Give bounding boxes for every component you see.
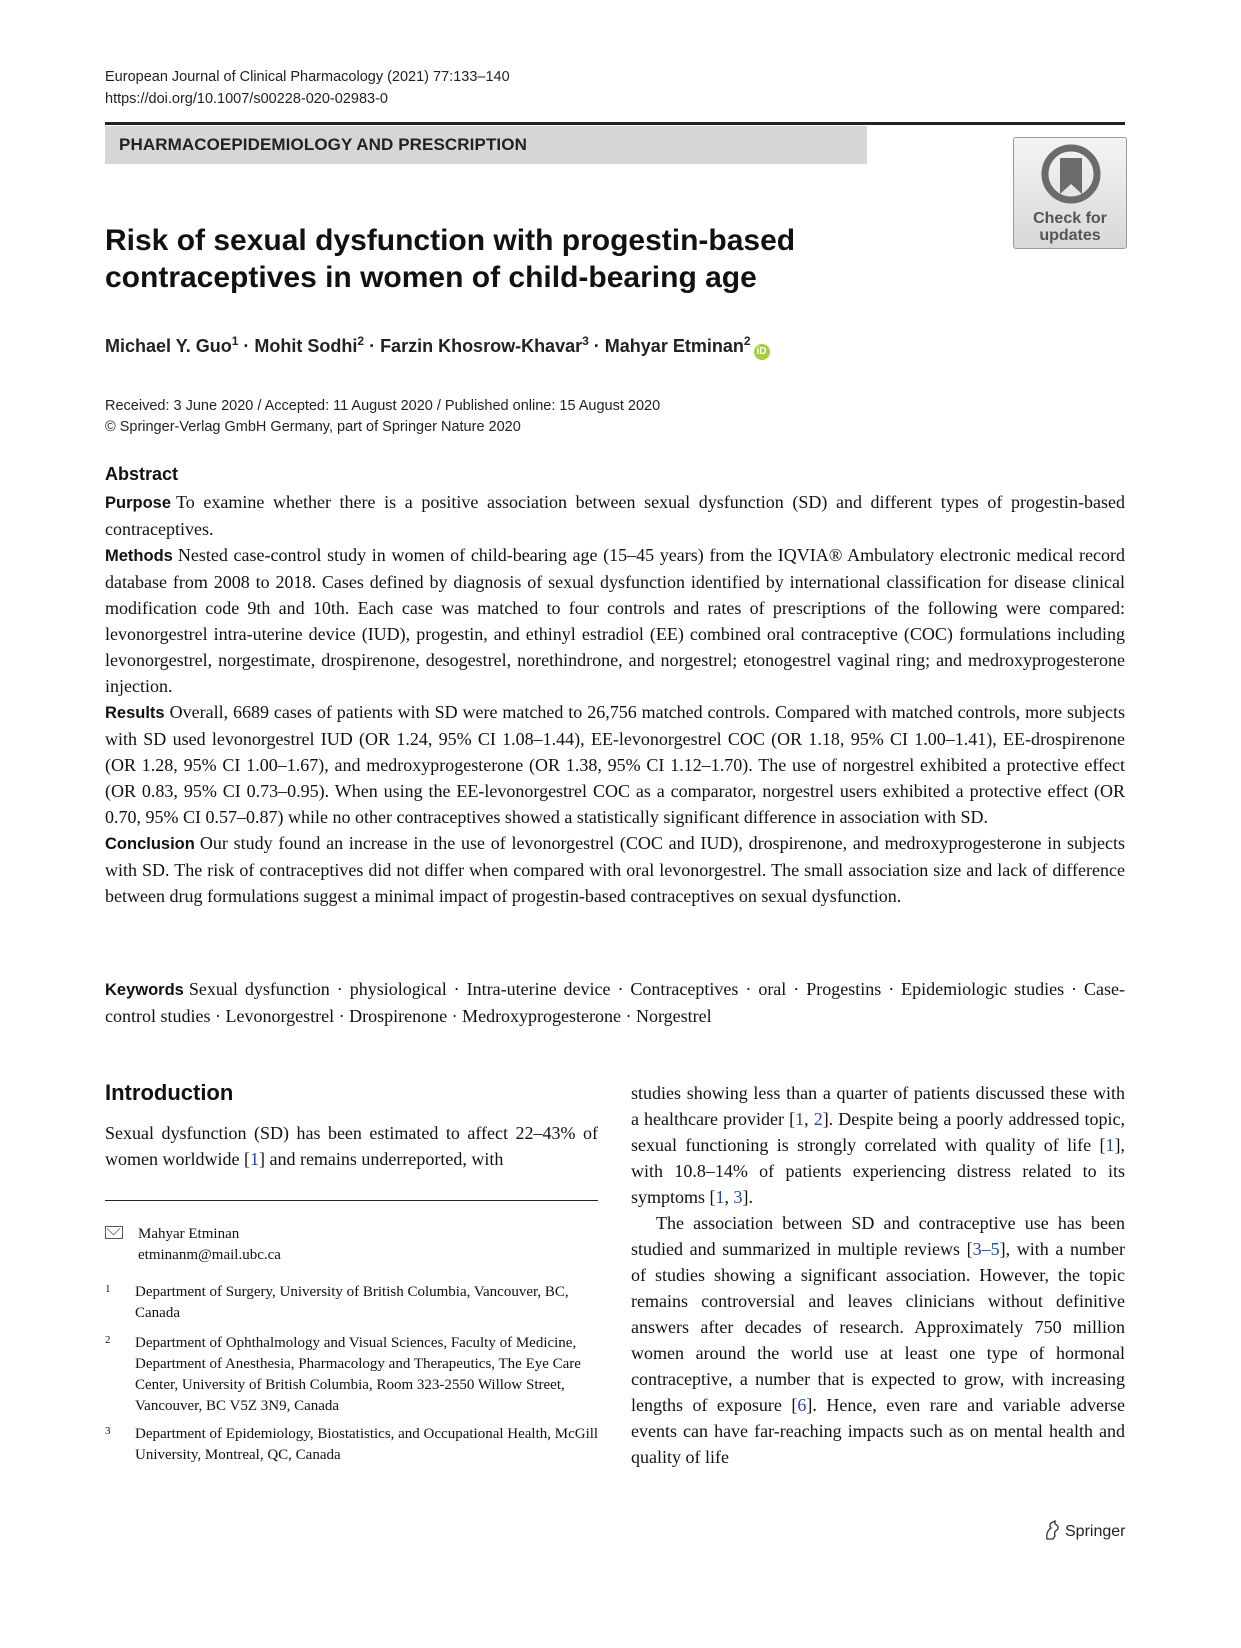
- abstract: [105, 464, 1125, 909]
- intro-right-column: [631, 1080, 1125, 1470]
- abstract-conclusion: [105, 830, 1125, 909]
- keywords-label: Keywords: [105, 981, 184, 999]
- author-name[interactable]: Mohit Sodhi: [254, 336, 358, 356]
- article-title: Risk of sexual dysfunction with progestin-based contraceptives in women of child-bearing age: [105, 224, 796, 294]
- citation-link[interactable]: 2: [813, 1109, 823, 1129]
- section-label: PHARMACOEPIDEMIOLOGY AND PRESCRIPTION: [119, 135, 527, 154]
- affiliation: [105, 1424, 605, 1466]
- affiliation-number: 2: [105, 1334, 111, 1346]
- header-rule: [105, 122, 1125, 125]
- text-run: ]. Despite being a poorly addressed topic, sexual functioning is strongly correlated with quality of life [: [631, 1109, 1126, 1155]
- crossmark-icon: [1041, 144, 1101, 204]
- author-name[interactable]: Farzin Khosrow-Khavar: [380, 336, 583, 356]
- text-run: The association between SD and contraceptive use has been studied and summarized in multiple reviews [: [631, 1213, 1125, 1259]
- badge-line-1: Check for: [1033, 210, 1107, 227]
- text-run: ] and remains underreported, with: [258, 1149, 504, 1169]
- author-list: [105, 334, 770, 360]
- author-separator: ·: [238, 336, 255, 356]
- citation-link[interactable]: 1: [795, 1109, 805, 1129]
- abstract-methods: [105, 542, 1125, 699]
- citation-link[interactable]: 3: [733, 1187, 743, 1207]
- citation-link[interactable]: 3–5: [972, 1239, 1000, 1259]
- citation-link[interactable]: 1: [715, 1187, 725, 1207]
- affiliation-text: Department of Epidemiology, Biostatistics, and Occupational Health, McGill University, Montreal, QC, Canada: [135, 1426, 599, 1463]
- journal-line: European Journal of Clinical Pharmacology (2021) 77:133–140: [105, 69, 510, 85]
- badge-line-2: updates: [1039, 227, 1101, 244]
- orcid-icon[interactable]: iD: [754, 344, 770, 360]
- abstract-purpose: [105, 489, 1125, 542]
- text-run: ], with 10.8–14% of patients experiencing distress related to its symptoms [: [631, 1135, 1125, 1207]
- abstract-heading: Abstract: [105, 464, 179, 484]
- intro-paragraph: [631, 1080, 1125, 1210]
- text-run: studies showing less than a quarter of patients discussed these with a healthcare provider [: [631, 1083, 1125, 1129]
- methods-label: Methods: [105, 547, 173, 565]
- correspondence-email[interactable]: etminanm@mail.ubc.ca: [138, 1247, 281, 1263]
- keywords-text: Sexual dysfunction · physiological · Intra-uterine device · Contraceptives · oral · Progestins · Epidemiologic studies · Case-control studies · Levonorgestrel · Drospirenone · Medroxyprogesterone · Norgestrel: [105, 979, 1125, 1026]
- check-for-updates-badge[interactable]: [1013, 137, 1127, 249]
- citation-link[interactable]: 1: [1105, 1135, 1115, 1155]
- publisher-logo: [1043, 1520, 1125, 1541]
- intro-paragraph-left: [105, 1120, 598, 1172]
- purpose-label: Purpose: [105, 494, 172, 512]
- springer-horse-icon: [1043, 1520, 1061, 1540]
- affiliation-number: 3: [105, 1425, 111, 1437]
- conclusion-label: Conclusion: [105, 835, 195, 853]
- results-text: Overall, 6689 cases of patients with SD were matched to 26,756 matched controls. Compared with matched controls, more subjects with SD used levonorgestrel IUD (OR 1.24, 95% CI 1.08–1.44), EE-levonorgestrel COC (OR 1.18, 95% CI 1.00–1.41), EE-drospirenone (OR 1.28, 95% CI 1.00–1.67), and medroxyprogesterone (OR 1.38, 95% CI 1.12–1.70). The use of norgestrel exhibited a protective effect (OR 0.83, 95% CI 0.73–0.95). When using the EE-levonorgestrel COC as a comparator, norgestrel users exhibited a protective effect (OR 0.70, 95% CI 0.57–0.87) while no other contraceptives showed a statistically significant difference in association with SD.: [105, 702, 1125, 827]
- author-separator: ·: [364, 336, 381, 356]
- affiliation: [105, 1333, 605, 1417]
- author-name[interactable]: Mahyar Etminan: [604, 336, 744, 356]
- copyright-line: © Springer-Verlag GmbH Germany, part of Springer Nature 2020: [105, 419, 521, 435]
- publisher-name: Springer: [1065, 1523, 1126, 1540]
- author-affiliation-mark: 2: [743, 334, 751, 348]
- author-affiliation-mark: 1: [231, 334, 239, 348]
- author-separator: ·: [588, 336, 605, 356]
- citation-link[interactable]: 6: [797, 1395, 807, 1415]
- doi-link[interactable]: https://doi.org/10.1007/s00228-020-02983-0: [105, 91, 388, 107]
- publication-dates: [105, 396, 660, 438]
- envelope-icon: [105, 1226, 123, 1239]
- introduction-heading: Introduction: [105, 1080, 234, 1105]
- text-run: Sexual dysfunction (SD) has been estimated to affect 22–43% of women worldwide [: [105, 1123, 598, 1169]
- conclusion-text: Our study found an increase in the use of levonorgestrel (COC and IUD), drospirenone, and medroxyprogesterone in subjects with SD. The risk of contraceptives did not differ when compared with oral levonorgestrel. The small association size and lack of difference between drug formulations suggest a minimal impact of progestin-based contraceptives on sexual dysfunction.: [105, 833, 1125, 906]
- author-affiliation-mark: 2: [357, 334, 365, 348]
- text-run: ,: [724, 1187, 734, 1207]
- text-run: ,: [804, 1109, 814, 1129]
- text-run: ].: [742, 1187, 754, 1207]
- abstract-results: [105, 699, 1125, 830]
- correspondence-name: Mahyar Etminan: [138, 1226, 240, 1242]
- dates-line: Received: 3 June 2020 / Accepted: 11 August 2020 / Published online: 15 August 2020: [105, 398, 661, 414]
- text-run: ], with a number of studies showing a significant association. However, the topic remains controversial and leaves clinicians without definitive answers after decades of research. Approximately 750 million women around the world use at least one type of hormonal contraceptive, a number that is expected to grow, with increasing lengths of exposure [: [631, 1239, 1126, 1415]
- journal-citation: [105, 66, 510, 110]
- text-run: ]. Hence, even rare and variable adverse events can have far-reaching impacts such as on mental health and quality of life: [631, 1395, 1126, 1467]
- affiliation-number: 1: [105, 1283, 111, 1295]
- affiliation-text: Department of Surgery, University of British Columbia, Vancouver, BC, Canada: [135, 1284, 569, 1321]
- affiliation: [105, 1282, 605, 1324]
- footnote-rule: [105, 1200, 598, 1201]
- keywords: [105, 976, 1125, 1029]
- citation-link[interactable]: 1: [249, 1149, 259, 1169]
- affiliation-text: Department of Ophthalmology and Visual Sciences, Faculty of Medicine, Department of Anesthesia, Pharmacology and Therapeutics, The Eye Care Center, University of British Columbia, Room 323-2550 Willow Street, Vancouver, BC V5Z 3N9, Canada: [135, 1335, 581, 1414]
- section-band: [105, 126, 867, 164]
- purpose-text: To examine whether there is a positive association between sexual dysfunction (SD) and different types of progestin-based contraceptives.: [105, 492, 1125, 539]
- author-affiliation-mark: 3: [582, 334, 589, 348]
- methods-text: Nested case-control study in women of child-bearing age (15–45 years) from the IQVIA® Ambulatory electronic medical record database from 2008 to 2018. Cases defined by diagnosis of sexual dysfunction identified by international classification for disease clinical modification code 9th and 10th. Each case was matched to four controls and rates of prescriptions of the following were compared: levonorgestrel intra-uterine device (IUD), progestin, and ethinyl estradiol (EE) combined oral contraceptive (COC) formulations including levonorgestrel, norgestimate, drospirenone, desogestrel, norethindrone, and norgestrel; etonogestrel vaginal ring; and medroxyprogesterone injection.: [105, 545, 1125, 696]
- author-name[interactable]: Michael Y. Guo: [105, 336, 232, 356]
- results-label: Results: [105, 704, 165, 722]
- intro-paragraph: [631, 1210, 1125, 1470]
